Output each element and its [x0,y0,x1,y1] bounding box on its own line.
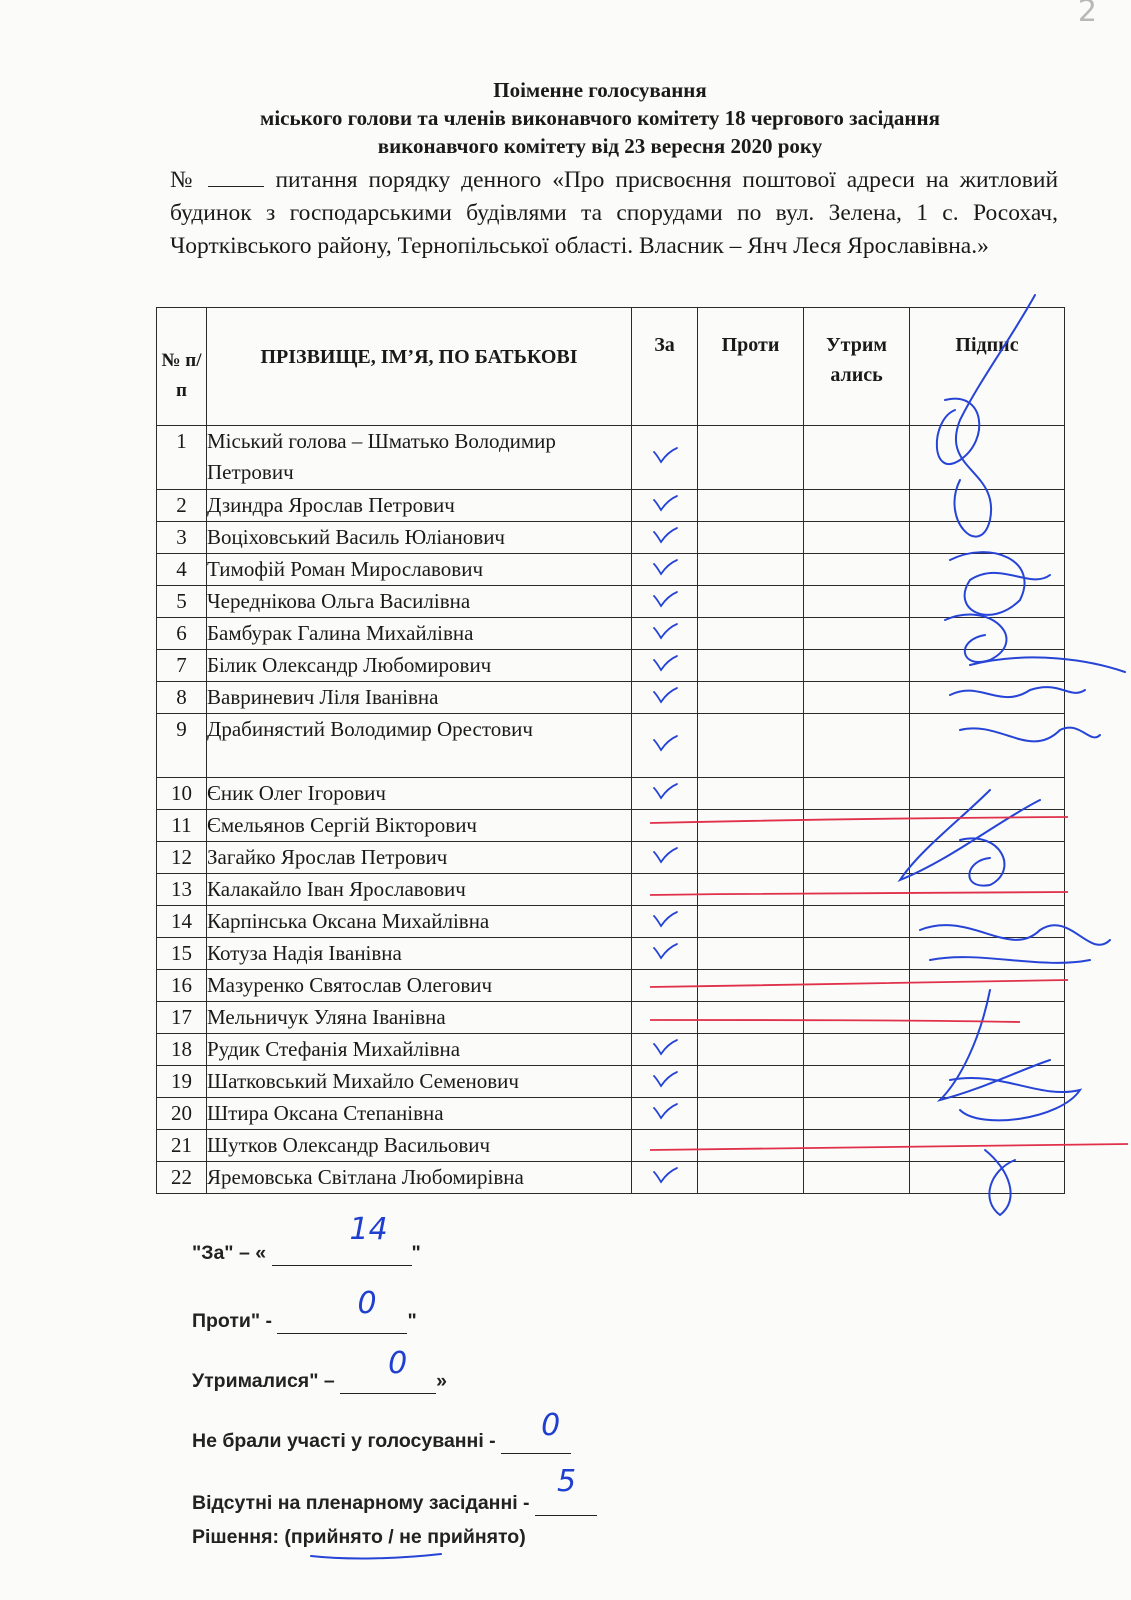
row-number: 22 [157,1162,207,1194]
signature-cell [910,938,1065,970]
summary-not-voted [192,1408,571,1454]
member-name: Міський голова – Шматько Володимир Петрович [207,426,632,490]
row-number: 17 [157,1002,207,1034]
vote-for-cell [632,938,698,970]
check-mark-icon [652,558,678,576]
member-name: Загайко Ярослав Петрович [207,842,632,874]
table-row [157,1034,1065,1066]
vote-against-cell [698,426,804,490]
vote-against-cell [698,650,804,682]
vote-for-cell [632,426,698,490]
check-mark-icon [652,590,678,608]
agenda-text: питання порядку денного «Про присвоєння поштової адреси на житловий будинок з господарськими будівлями та спорудами по вул. Зелена, 1 с. Росохач, Чортківського району, Тернопільської області. Власник – Янч Леся Ярославівна.» [170,167,1059,259]
row-number: 2 [157,490,207,522]
vote-for-cell [632,522,698,554]
row-number: 13 [157,874,207,906]
check-mark-icon [652,1166,678,1184]
vote-abstained-cell [804,1034,910,1066]
row-number: 14 [157,906,207,938]
vote-abstained-cell [804,426,910,490]
summary-not-voted-label: Не брали участі у голосуванні - [192,1430,496,1452]
member-name: Дзиндра Ярослав Петрович [207,490,632,522]
member-name: Мазуренко Святослав Олегович [207,970,632,1002]
decision-label: Рішення: [192,1526,279,1548]
summary-against-close: " [407,1310,417,1332]
vote-for-cell [632,842,698,874]
vote-for-cell [632,810,698,842]
row-number: 4 [157,554,207,586]
member-name: Калакайло Іван Ярославович [207,874,632,906]
vote-abstained-cell [804,554,910,586]
table-row [157,1098,1065,1130]
row-number: 19 [157,1066,207,1098]
vote-table [156,307,1065,1194]
summary-abstained-label: Утрималися" – [192,1370,335,1392]
member-name: Бамбурак Галина Михайлівна [207,618,632,650]
summary-for-label: "За" – « [192,1242,267,1264]
check-mark-icon [652,494,678,512]
signature-cell [910,714,1065,778]
vote-abstained-cell [804,682,910,714]
summary-absent [192,1464,597,1516]
vote-for-cell [632,554,698,586]
vote-for-cell [632,778,698,810]
vote-against-cell [698,714,804,778]
vote-abstained-cell [804,522,910,554]
vote-for-cell [632,1098,698,1130]
vote-for-cell [632,1130,698,1162]
signature-cell [910,1034,1065,1066]
vote-abstained-cell [804,1066,910,1098]
row-number: 15 [157,938,207,970]
vote-against-cell [698,618,804,650]
decision-underline [307,1548,447,1562]
vote-abstained-cell [804,778,910,810]
signature-cell [910,586,1065,618]
summary-against-value: 0 [357,1286,377,1321]
check-mark-icon [652,782,678,800]
summary-against-blank [277,1286,407,1334]
title-line-1: Поіменне голосування [493,78,707,102]
vote-against-cell [698,810,804,842]
member-name: Шатковський Михайло Семенович [207,1066,632,1098]
row-number: 9 [157,714,207,778]
member-name: Ємельянов Сергій Вікторович [207,810,632,842]
signature-cell [910,618,1065,650]
table-row [157,1066,1065,1098]
table-row [157,970,1065,1002]
member-name: Котуза Надія Іванівна [207,938,632,970]
vote-abstained-cell [804,938,910,970]
vote-abstained-cell [804,1002,910,1034]
vote-abstained-cell [804,906,910,938]
agenda-number-prefix: № [170,167,198,193]
vote-against-cell [698,682,804,714]
agenda-number-blank [208,166,264,187]
signature-cell [910,682,1065,714]
table-row [157,842,1065,874]
member-name: Яремовська Світлана Любомирівна [207,1162,632,1194]
table-row [157,714,1065,778]
check-mark-icon [652,446,678,464]
signature-cell [910,490,1065,522]
signature-cell [910,522,1065,554]
vote-against-cell [698,970,804,1002]
row-number: 3 [157,522,207,554]
signature-cell [910,1066,1065,1098]
signature-cell [910,810,1065,842]
vote-abstained-cell [804,1162,910,1194]
row-number: 11 [157,810,207,842]
check-mark-icon [652,654,678,672]
table-row [157,618,1065,650]
summary-absent-value: 5 [556,1464,577,1499]
row-number: 20 [157,1098,207,1130]
signature-cell [910,650,1065,682]
header-against: Проти [698,308,804,426]
summary-against [192,1286,417,1334]
summary-for-close: " [411,1242,421,1264]
vote-against-cell [698,1098,804,1130]
summary-abstained-close: » [436,1370,447,1392]
member-name: Воціховський Василь Юліанович [207,522,632,554]
row-number: 12 [157,842,207,874]
check-mark-icon [652,1070,678,1088]
table-row [157,1002,1065,1034]
table-row [157,650,1065,682]
row-number: 5 [157,586,207,618]
summary-for-value: 14 [349,1212,388,1247]
row-number: 7 [157,650,207,682]
vote-abstained-cell [804,586,910,618]
vote-against-cell [698,490,804,522]
table-row [157,1130,1065,1162]
vote-against-cell [698,1002,804,1034]
header-for: За [632,308,698,426]
member-name: Вавриневич Ліля Іванівна [207,682,632,714]
signature-cell [910,842,1065,874]
summary-abstained-value: 0 [388,1346,408,1381]
agenda-item [170,164,1058,263]
check-mark-icon [652,686,678,704]
check-mark-icon [652,942,678,960]
vote-against-cell [698,1130,804,1162]
row-number: 1 [157,426,207,490]
member-name: Рудик Стефанія Михайлівна [207,1034,632,1066]
vote-abstained-cell [804,842,910,874]
vote-against-cell [698,778,804,810]
vote-abstained-cell [804,650,910,682]
check-mark-icon [652,622,678,640]
vote-rows [157,426,1065,1194]
table-row [157,426,1065,490]
vote-for-cell [632,650,698,682]
signature-cell [910,874,1065,906]
member-name: Єник Олег Ігорович [207,778,632,810]
member-name: Тимофій Роман Мирославович [207,554,632,586]
vote-against-cell [698,938,804,970]
header-name: ПРІЗВИЩЕ, ІМ’Я, ПО БАТЬКОВІ [207,308,632,426]
vote-abstained-cell [804,1098,910,1130]
check-mark-icon [652,910,678,928]
table-row [157,682,1065,714]
row-number: 10 [157,778,207,810]
member-name: Штира Оксана Степанівна [207,1098,632,1130]
table-row [157,874,1065,906]
vote-for-cell [632,1066,698,1098]
check-mark-icon [652,846,678,864]
table-row [157,1162,1065,1194]
member-name: Карпінська Оксана Михайлівна [207,906,632,938]
row-number: 16 [157,970,207,1002]
document-title [150,76,1050,160]
member-name: Мельничук Уляна Іванівна [207,1002,632,1034]
member-name: Череднікова Ольга Василівна [207,586,632,618]
header-signature: Підпис [910,308,1065,426]
signature-cell [910,1162,1065,1194]
row-number: 18 [157,1034,207,1066]
summary-against-label: Проти" - [192,1310,273,1332]
table-row [157,586,1065,618]
title-line-2: міського голови та членів виконавчого комітету 18 чергового засідання [260,106,940,130]
signature-cell [910,1130,1065,1162]
vote-against-cell [698,906,804,938]
summary-abstained-blank [340,1346,436,1394]
decision-options: (прийнято / не прийнято) [284,1526,526,1548]
check-mark-icon [652,526,678,544]
vote-for-cell [632,874,698,906]
decision [192,1526,526,1549]
summary-not-voted-value: 0 [541,1408,561,1443]
vote-abstained-cell [804,970,910,1002]
member-name: Драбинястий Володимир Орестович [207,714,632,778]
title-line-3: виконавчого комітету від 23 вересня 2020 року [377,134,823,158]
vote-for-cell [632,490,698,522]
vote-for-cell [632,970,698,1002]
signature-cell [910,554,1065,586]
signature-cell [910,970,1065,1002]
table-row [157,522,1065,554]
table-row [157,554,1065,586]
vote-abstained-cell [804,714,910,778]
check-mark-icon [652,734,678,752]
vote-against-cell [698,1162,804,1194]
table-row [157,938,1065,970]
vote-against-cell [698,586,804,618]
row-number: 21 [157,1130,207,1162]
vote-for-cell [632,714,698,778]
vote-against-cell [698,842,804,874]
row-number: 6 [157,618,207,650]
vote-for-cell [632,1002,698,1034]
signature-cell [910,426,1065,490]
vote-for-cell [632,1162,698,1194]
vote-for-cell [632,682,698,714]
vote-against-cell [698,1066,804,1098]
member-name: Білик Олександр Любомирович [207,650,632,682]
vote-abstained-cell [804,810,910,842]
header-num: № п/п [157,308,207,426]
vote-abstained-cell [804,490,910,522]
vote-for-cell [632,586,698,618]
signature-cell [910,1002,1065,1034]
vote-abstained-cell [804,1130,910,1162]
vote-abstained-cell [804,618,910,650]
table-row [157,778,1065,810]
summary-for [192,1212,421,1266]
vote-abstained-cell [804,874,910,906]
check-mark-icon [652,1102,678,1120]
vote-for-cell [632,1034,698,1066]
summary-abstained [192,1346,447,1394]
vote-against-cell [698,554,804,586]
check-mark-icon [652,1038,678,1056]
summary-not-voted-blank [501,1408,571,1454]
vote-against-cell [698,522,804,554]
page-number: 2 [1077,0,1097,29]
vote-against-cell [698,874,804,906]
vote-for-cell [632,618,698,650]
signature-cell [910,1098,1065,1130]
vote-for-cell [632,906,698,938]
summary-absent-label: Відсутні на пленарному засіданні - [192,1492,530,1514]
summary-for-blank [272,1212,412,1266]
member-name: Шутков Олександр Васильович [207,1130,632,1162]
table-row [157,490,1065,522]
table-row [157,810,1065,842]
header-abstained: Утрим ались [804,308,910,426]
row-number: 8 [157,682,207,714]
summary-absent-blank [535,1464,597,1516]
table-row [157,906,1065,938]
signature-cell [910,906,1065,938]
signature-cell [910,778,1065,810]
vote-against-cell [698,1034,804,1066]
